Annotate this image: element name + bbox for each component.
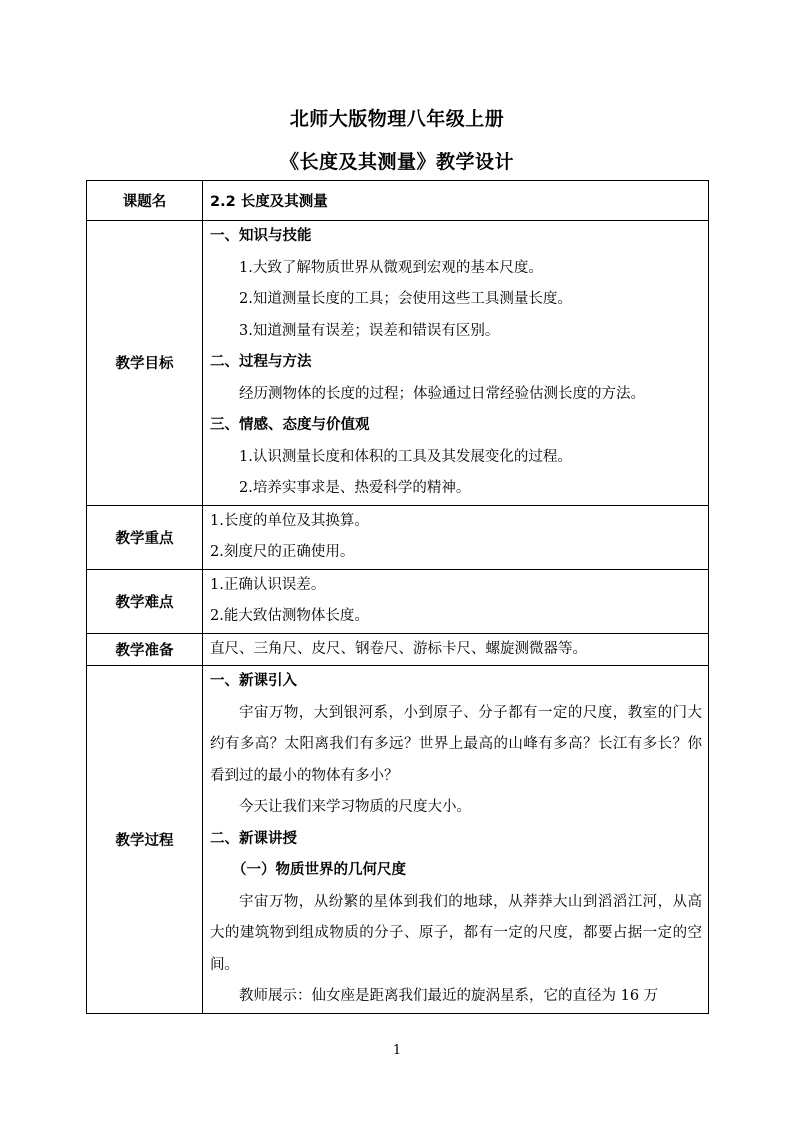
row-objectives (87, 221, 709, 506)
objective-item: 1.认识测量长度和体积的工具及其发展变化的过程。 (239, 448, 572, 465)
key-points-label: 教学重点 (87, 505, 203, 569)
process-subheading: （一）物质世界的几何尺度 (232, 862, 406, 878)
objectives-label: 教学目标 (87, 221, 203, 506)
topic-value-cell (203, 181, 709, 221)
objective-item: 2.知道测量长度的工具；会使用这些工具测量长度。 (239, 291, 572, 307)
objectives-heading-attitude: 三、情感、态度与价值观 (210, 417, 370, 433)
process-label: 教学过程 (87, 666, 203, 1014)
process-paragraph: 宇宙万物，从纷繁的星体到我们的地球，从莽莽大山到滔滔江河，从高大的建筑物到组成物质的分子、原子，都有一定的尺度，都要占据一定的空间。 (210, 893, 702, 973)
topic-value: 2.2 长度及其测量 (210, 194, 328, 210)
preparation-label: 教学准备 (87, 633, 203, 666)
row-process (87, 666, 709, 1014)
row-preparation (87, 633, 709, 666)
process-cell (203, 666, 709, 1014)
objective-item: 2.培养实事求是、热爱科学的精神。 (239, 480, 471, 496)
difficulty-item: 2.能大致估测物体长度。 (210, 608, 369, 624)
preparation-cell (203, 633, 709, 666)
objective-item: 3.知道测量有误差；误差和错误有区别。 (239, 322, 500, 339)
difficulties-cell (203, 569, 709, 633)
topic-label: 课题名 (87, 181, 203, 221)
key-point-item: 2.刻度尺的正确使用。 (210, 544, 355, 560)
process-paragraph: 教师展示：仙女座是距离我们最近的旋涡星系，它的直径为 16 万 (239, 988, 659, 1004)
objectives-cell (203, 221, 709, 506)
page-number: 1 (392, 1043, 402, 1058)
doc-title-line2: 《长度及其测量》教学设计 (279, 151, 514, 173)
row-topic (87, 181, 709, 221)
objective-item: 经历测物体的长度的过程；体验通过日常经验估测长度的方法。 (239, 385, 645, 402)
process-paragraph: 宇宙万物，大到银河系，小到原子、分子都有一定的尺度，教室的门大约有多高？太阳离我们有多远？世界上最高的山峰有多高？长江有多长？你看到过的最小的物体有多小？ (210, 704, 702, 784)
objectives-heading-process: 二、过程与方法 (210, 354, 312, 370)
process-paragraph: 今天让我们来学习物质的尺度大小。 (239, 799, 471, 815)
lesson-plan-table (86, 180, 709, 1014)
preparation-value: 直尺、三角尺、皮尺、钢卷尺、游标卡尺、螺旋测微器等。 (210, 640, 587, 657)
difficulties-label: 教学难点 (87, 569, 203, 633)
row-difficulties (87, 569, 709, 633)
process-heading-intro: 一、新课引入 (210, 673, 297, 689)
row-key-points (87, 505, 709, 569)
objective-item: 1.大致了解物质世界从微观到宏观的基本尺度。 (239, 259, 543, 276)
key-points-cell (203, 505, 709, 569)
process-heading-teaching: 二、新课讲授 (210, 830, 297, 847)
difficulty-item: 1.正确认识误差。 (210, 576, 326, 593)
doc-title-line1: 北师大版物理八年级上册 (289, 108, 505, 130)
key-point-item: 1.长度的单位及其换算。 (210, 512, 369, 529)
objectives-heading-knowledge: 一、知识与技能 (210, 228, 312, 244)
